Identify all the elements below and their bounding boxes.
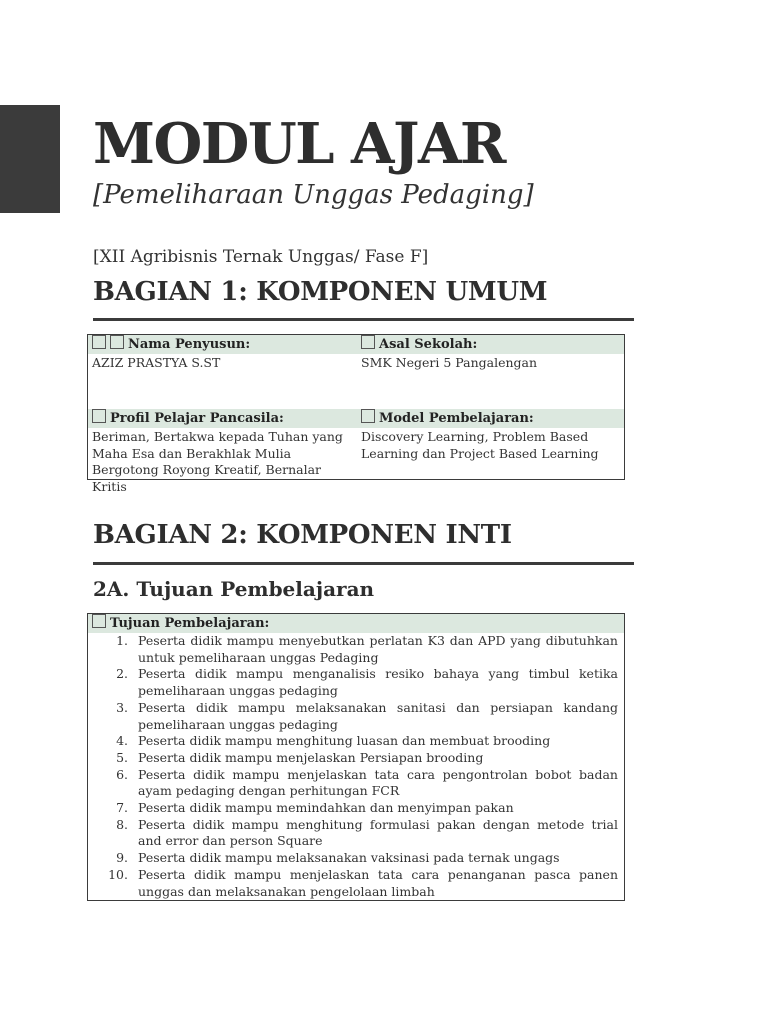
general-info-table <box>87 334 625 494</box>
person-icon <box>110 335 124 349</box>
class-phase-info: [XII Agribisnis Ternak Unggas/ Fase F] <box>93 247 429 267</box>
target-icon <box>92 614 106 628</box>
author-value: AZIZ PRASTYA S.ST <box>92 355 221 370</box>
profile-icon <box>92 409 106 423</box>
learning-goals-box <box>87 613 625 901</box>
section-1-rule <box>93 318 634 321</box>
profile-label: Profil Pelajar Pancasila: <box>92 409 284 428</box>
list-item: 9. Peserta didik mampu melaksanakan vaksinasi pada ternak ungags <box>116 850 560 866</box>
list-item: 7. Peserta didik mampu memindahkan dan menyimpan pakan <box>116 800 514 816</box>
document-title: MODUL AJAR <box>93 111 505 177</box>
model-value: Discovery Learning, Problem Based Learning dan Project Based Learning <box>361 429 599 461</box>
decorative-side-block <box>0 105 60 213</box>
model-label: Model Pembelajaran: <box>361 409 534 428</box>
list-item: 4. Peserta didik mampu menghitung luasan dan membuat brooding <box>116 733 551 749</box>
list-item: 10. Peserta didik mampu menjelaskan tata cara penanganan pasca panen unggas dan melaksanakan pengelolaan limbah <box>108 866 618 899</box>
list-item: 3. Peserta didik mampu melaksanakan sanitasi dan persiapan kandang pemeliharaan unggas pedaging <box>116 699 618 732</box>
list-item: 2. Peserta didik mampu menganalisis resiko bahaya yang timbul ketika pemeliharaan unggas pedaging <box>116 666 618 699</box>
profile-value: Beriman, Bertakwa kepada Tuhan yang Maha Esa dan Berakhlak Mulia Bergotong Royong Kreatif, Bernalar Kritis <box>92 429 343 494</box>
list-item: 5. Peserta didik mampu menjelaskan Persiapan brooding <box>116 749 484 765</box>
model-icon <box>361 409 375 423</box>
list-item: 1. Peserta didik mampu menyebutkan perlatan K3 dan APD yang dibutuhkan untuk pemeliharaan unggas Pedaging <box>116 633 618 665</box>
list-item: 6. Peserta didik mampu menjelaskan tata cara pengontrolan bobot badan ayam pedaging dengan perhitungan FCR <box>116 766 618 799</box>
person-icon <box>92 335 106 349</box>
school-value: SMK Negeri 5 Pangalengan <box>361 355 538 370</box>
goals-label: Tujuan Pembelajaran: <box>92 614 269 633</box>
learning-goals-subheading: 2A. Tujuan Pembelajaran <box>93 577 375 601</box>
section-1-heading: BAGIAN 1: KOMPONEN UMUM <box>93 277 548 307</box>
learning-goals-list <box>88 633 624 900</box>
document-subtitle: [Pemeliharaan Unggas Pedaging] <box>93 180 534 210</box>
author-label: Nama Penyusun: <box>92 335 250 354</box>
section-2-rule <box>93 562 634 565</box>
list-item: 8. Peserta didik mampu menghitung formulasi pakan dengan metode trial and error dan person Square <box>116 816 618 849</box>
section-2-heading: BAGIAN 2: KOMPONEN INTI <box>93 520 512 550</box>
school-label: Asal Sekolah: <box>361 335 477 354</box>
school-icon <box>361 335 375 349</box>
